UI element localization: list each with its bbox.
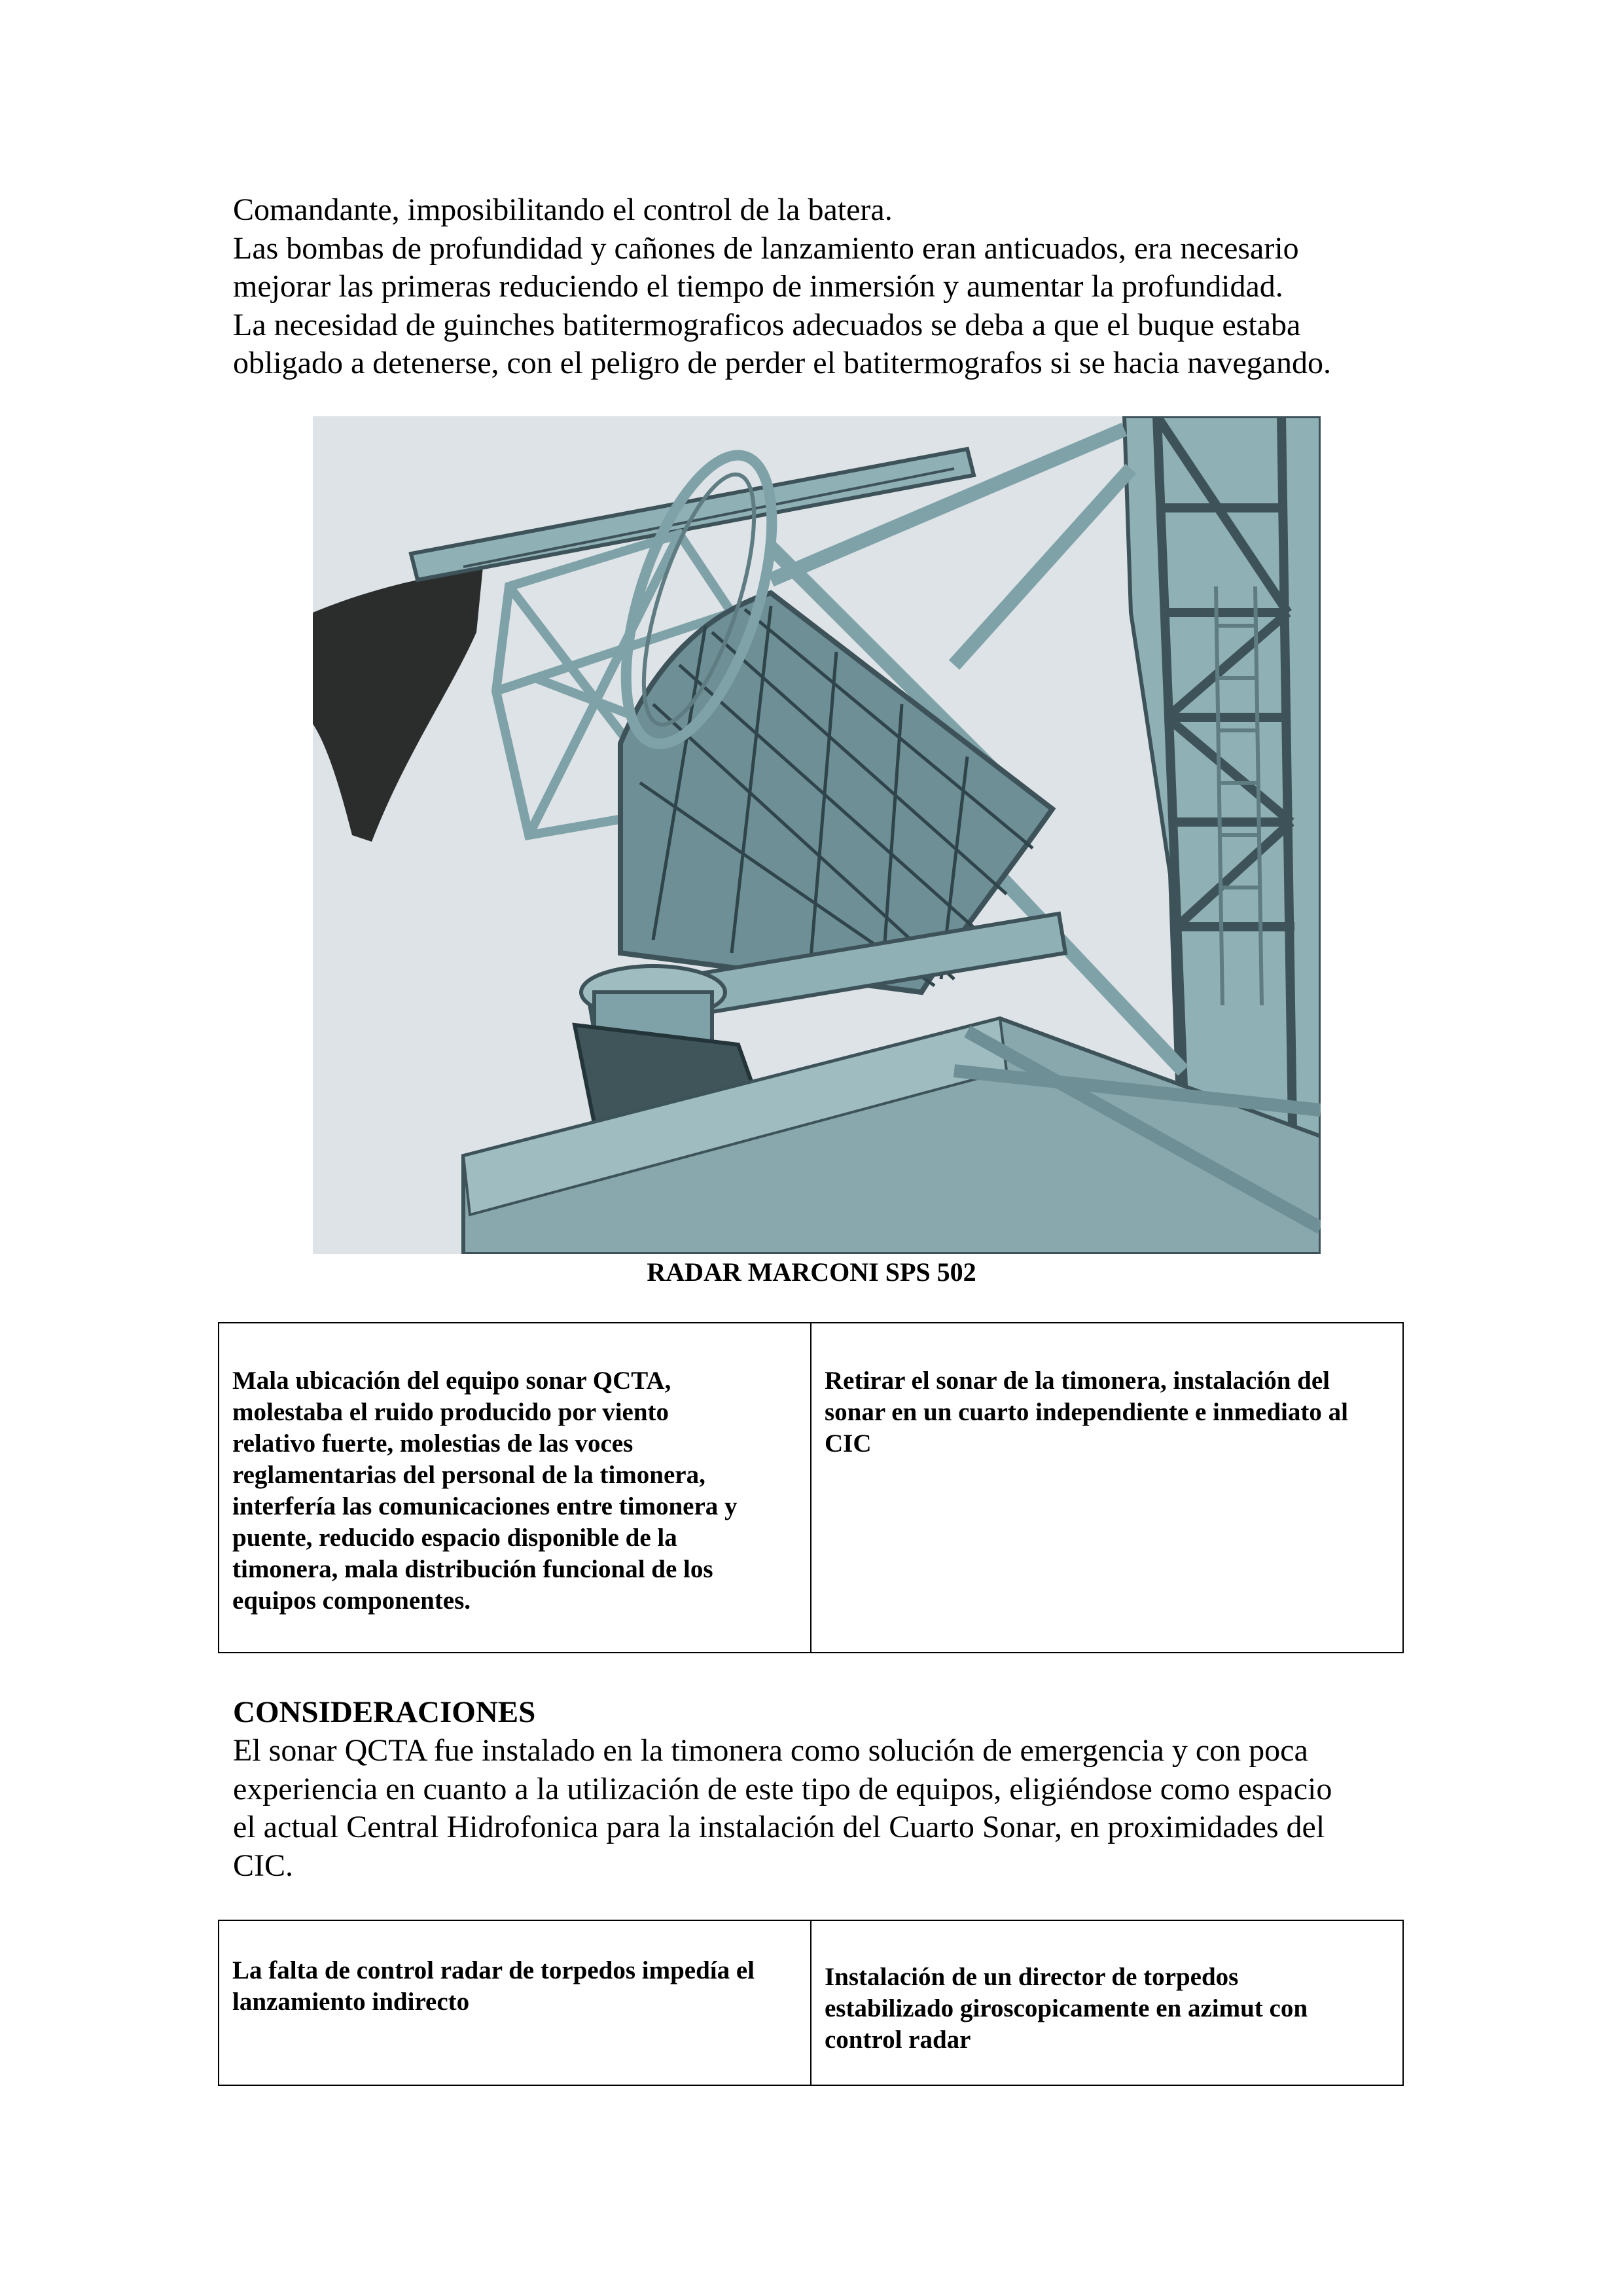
radar-antenna-illustration [313,416,1321,1254]
problem-line: timonera, mala distribución funcional de los [232,1555,713,1583]
problem-line: reglamentarias del personal de la timonera, [232,1461,705,1489]
problem-line: equipos componentes. [232,1587,471,1615]
text-line: obligado a detenerse, con el peligro de perder el batitermografos si se hacia navegando. [233,346,1331,380]
problem-line: relativo fuerte, molestias de las voces [232,1429,633,1458]
text-line: Las bombas de profundidad y cañones de lanzamiento eran anticuados, era necesario [233,230,1299,266]
solution-cell [811,1323,1403,1653]
text-line: mejorar las primeras reduciendo el tiempo de inmersión y aumentar la profundidad. [233,269,1283,304]
figure-caption: RADAR MARCONI SPS 502 [647,1257,976,1287]
problem-cell [219,1323,811,1653]
intro-paragraph [233,191,1418,383]
radar-photo [313,416,1321,1254]
solution-line: estabilizado giroscopicamente en azimut con [825,1994,1308,2022]
text-line: el actual Central Hidrofonica para la instalación del Cuarto Sonar, en proximidades del [233,1810,1325,1844]
solution-line: Instalación de un director de torpedos [825,1963,1239,1991]
text-line: CIC. [233,1848,294,1883]
issue-table-2 [218,1920,1404,2086]
problem-line: molestaba el ruido producido por viento [232,1398,669,1426]
considerations-paragraph [233,1732,1418,1885]
problem-cell [219,1920,811,2085]
text-line: Comandante, imposibilitando el control de la batera. [233,192,893,227]
solution-line: CIC [825,1429,872,1458]
issue-table-1 [218,1322,1404,1653]
problem-line: La falta de control radar de torpedos impedía el [232,1956,755,1984]
problem-line: puente, reducido espacio disponible de la [232,1524,677,1552]
table-row [219,1323,1403,1653]
problem-line: Mala ubicación del equipo sonar QCTA, [232,1367,671,1395]
solution-line: Retirar el sonar de la timonera, instalación del [825,1367,1330,1395]
text-line: experiencia en cuanto a la utilización de este tipo de equipos, eligiéndose como espacio [233,1771,1332,1806]
problem-line: lanzamiento indirecto [232,1988,470,2016]
table-row [219,1920,1403,2085]
solution-cell [811,1920,1403,2085]
text-line: La necesidad de guinches batitermograficos adecuados se deba a que el buque estaba [233,307,1301,342]
text-line: El sonar QCTA fue instalado en la timonera como solución de emergencia y con poca [233,1733,1308,1768]
solution-line: sonar en un cuarto independiente e inmediato al [825,1398,1348,1426]
problem-line: interfería las comunicaciones entre timonera y [232,1492,738,1520]
solution-line: control radar [825,2026,971,2054]
section-heading: CONSIDERACIONES [233,1695,536,1729]
